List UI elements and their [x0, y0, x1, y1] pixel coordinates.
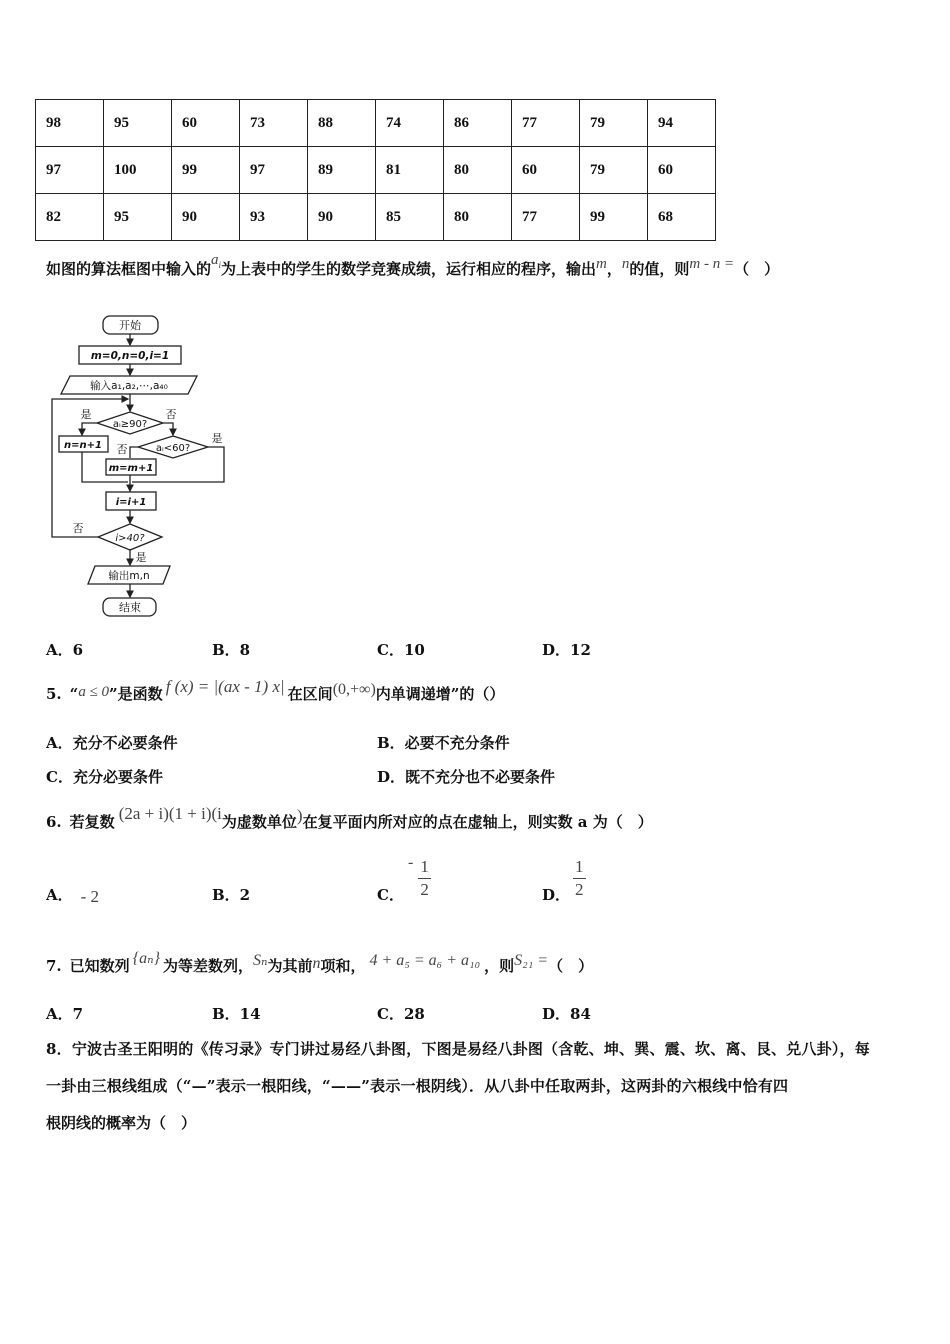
table-cell: 88: [308, 100, 376, 147]
table-cell: 82: [36, 194, 104, 241]
fc-cond3-label: i>40?: [115, 533, 145, 544]
q5-stem-b: 在区间: [287, 685, 333, 703]
q4-stem-b: 为上表中的学生的数学竞赛成绩，运行相应的程序，输出: [221, 260, 597, 278]
q7-option-c: C．28: [377, 1005, 425, 1023]
q7-option-a: A．7: [46, 1005, 84, 1023]
table-cell: 97: [36, 147, 104, 194]
q4-var-n: n: [621, 256, 630, 272]
q7-var-n: n: [312, 955, 321, 972]
table-cell: 79: [580, 100, 648, 147]
table-cell: 86: [444, 100, 512, 147]
q6-option-d: D．: [542, 886, 571, 904]
q4-option-c: C．10: [377, 641, 425, 659]
q5-stem-a: ”是函数: [109, 685, 163, 703]
fc-cond1-no: 否: [165, 408, 177, 421]
fc-start-label: 开始: [119, 319, 141, 332]
q7-s21: S₂₁ =: [514, 952, 549, 969]
q6-option-c-value: [408, 856, 431, 901]
fc-n-inc-label: n=n+1: [64, 440, 102, 451]
q7-stem-e: ，则: [484, 957, 515, 975]
table-cell: 60: [172, 100, 240, 147]
q6-stem-b: 为虚数单位: [221, 813, 297, 831]
table-cell: 98: [36, 100, 104, 147]
table-cell: 99: [172, 147, 240, 194]
fc-output-label: 输出m,n: [108, 570, 150, 582]
table-cell: 93: [240, 194, 308, 241]
table-row: [36, 147, 716, 194]
table-cell: 90: [172, 194, 240, 241]
table-cell: 89: [308, 147, 376, 194]
q5-option-d: D．既不充分也不必要条件: [377, 768, 556, 786]
q7-number: 7.: [46, 957, 62, 975]
q6-option-a: A． - 2: [46, 886, 100, 906]
q4-paren: （ ）: [734, 260, 780, 278]
q6-stem-a: 若复数: [69, 813, 115, 831]
q6-stem: [46, 804, 653, 832]
q5-function: f (x) = |(ax - 1) x|: [165, 677, 285, 696]
q5-interval: (0,+∞): [332, 681, 376, 698]
q7-stem-c: 为其前: [267, 957, 313, 975]
q6-close-paren: ): [296, 806, 303, 825]
table-row: [36, 194, 716, 241]
q7-option-b: B．14: [212, 1005, 261, 1023]
q5-option-a: A．充分不必要条件: [46, 734, 178, 752]
table-cell: 95: [104, 194, 172, 241]
table-cell: 99: [580, 194, 648, 241]
table-cell: 97: [240, 147, 308, 194]
q6-number: 6.: [46, 813, 62, 831]
q4-var-ai: $a_i$: [211, 252, 222, 270]
q6-option-b: B．2: [212, 886, 251, 904]
score-table: [35, 99, 716, 241]
q5-stem: [46, 677, 505, 704]
fc-end-label: 结束: [119, 601, 141, 614]
table-cell: 80: [444, 147, 512, 194]
q4-option-d: D．12: [542, 641, 591, 659]
q5-option-b: B．必要不充分条件: [377, 734, 510, 752]
table-cell: 74: [376, 100, 444, 147]
q6-option-c: C．: [377, 886, 404, 904]
q7-sequence: {aₙ}: [132, 950, 160, 967]
q7-equation: 4 + a₅ = a₆ + a₁₀: [369, 952, 481, 969]
table-cell: 73: [240, 100, 308, 147]
q5-number: 5.: [46, 685, 62, 703]
table-cell: 94: [648, 100, 716, 147]
q4-stem-a: 如图的算法框图中输入的: [46, 260, 212, 278]
fc-cond1-label: aᵢ≥90?: [112, 419, 148, 430]
table-cell: 81: [376, 147, 444, 194]
q8-line-3: 根阴线的概率为（ ）: [46, 1114, 197, 1132]
q4-stem-c: 的值，则: [629, 260, 690, 278]
table-row: [36, 100, 716, 147]
q6-option-c-sign: -: [408, 854, 414, 871]
q7-paren: （ ）: [548, 957, 594, 975]
table-cell: 85: [376, 194, 444, 241]
table-cell: 60: [648, 147, 716, 194]
q5-condition: a ≤ 0: [78, 684, 110, 700]
fc-cond2-label: aᵢ<60?: [155, 443, 191, 454]
q6-option-c-fraction: $\frac{1}{2}$: [420, 857, 429, 899]
fc-input-label: 输入a₁,a₂,⋯,a₄₀: [90, 380, 168, 392]
q8-line-1: 8．宁波古圣王阳明的《传习录》专门讲过易经八卦图，下图是易经八卦图（含乾、坤、巽、震、坎、离、艮、兑八卦），每: [46, 1040, 870, 1058]
fc-cond1-yes: 是: [80, 408, 92, 421]
fc-init-label: m=0,n=0,i=1: [90, 350, 170, 362]
q4-var-m: m: [596, 256, 607, 272]
fc-cond3-yes: 是: [135, 551, 147, 564]
q5-option-c: C．充分必要条件: [46, 768, 163, 786]
q4-stem: [46, 252, 780, 280]
q6-option-d-fraction: $\frac{1}{2}$: [575, 857, 584, 899]
table-cell: 80: [444, 194, 512, 241]
q6-option-d-value: [573, 856, 586, 901]
q5-stem-c: 内单调递增”的（）: [375, 685, 505, 703]
q7-option-d: D．84: [542, 1005, 591, 1023]
table-cell: 90: [308, 194, 376, 241]
fc-i-inc-label: i=i+1: [115, 497, 147, 508]
table-cell: 100: [104, 147, 172, 194]
fc-cond2-yes: 是: [211, 432, 223, 445]
q6-option-a-value: - 2: [80, 887, 100, 906]
table-cell: 60: [512, 147, 580, 194]
table-cell: 95: [104, 100, 172, 147]
q7-stem-b: 为等差数列，: [162, 957, 253, 975]
q5-quote: “: [69, 685, 79, 703]
flowchart: [40, 310, 240, 622]
fc-m-inc-label: m=m+1: [108, 463, 154, 474]
q6-stem-c: 在复平面内所对应的点在虚轴上，则实数 a 为（ ）: [302, 813, 653, 831]
q6-expression: (2a + i)(1 + i)(i: [118, 804, 222, 823]
q4-option-b: B．8: [212, 641, 251, 659]
table-cell: 79: [580, 147, 648, 194]
table-cell: 68: [648, 194, 716, 241]
table-cell: 77: [512, 100, 580, 147]
q7-sn: Sₙ: [252, 952, 268, 969]
q4-comma: ，: [606, 260, 622, 278]
q4-expr: m - n =: [689, 256, 735, 272]
q8-line-2: 一卦由三根线组成（“—”表示一根阳线，“——”表示一根阴线）．从八卦中任取两卦，这两卦的六根线中恰有四: [46, 1077, 789, 1095]
fc-cond3-no: 否: [72, 522, 84, 535]
q4-option-a: A．6: [46, 641, 84, 659]
q7-stem: [46, 950, 594, 976]
fc-cond2-no: 否: [116, 443, 128, 456]
q7-stem-d: 项和，: [320, 957, 366, 975]
table-cell: 77: [512, 194, 580, 241]
q7-stem-a: 已知数列: [69, 957, 130, 975]
